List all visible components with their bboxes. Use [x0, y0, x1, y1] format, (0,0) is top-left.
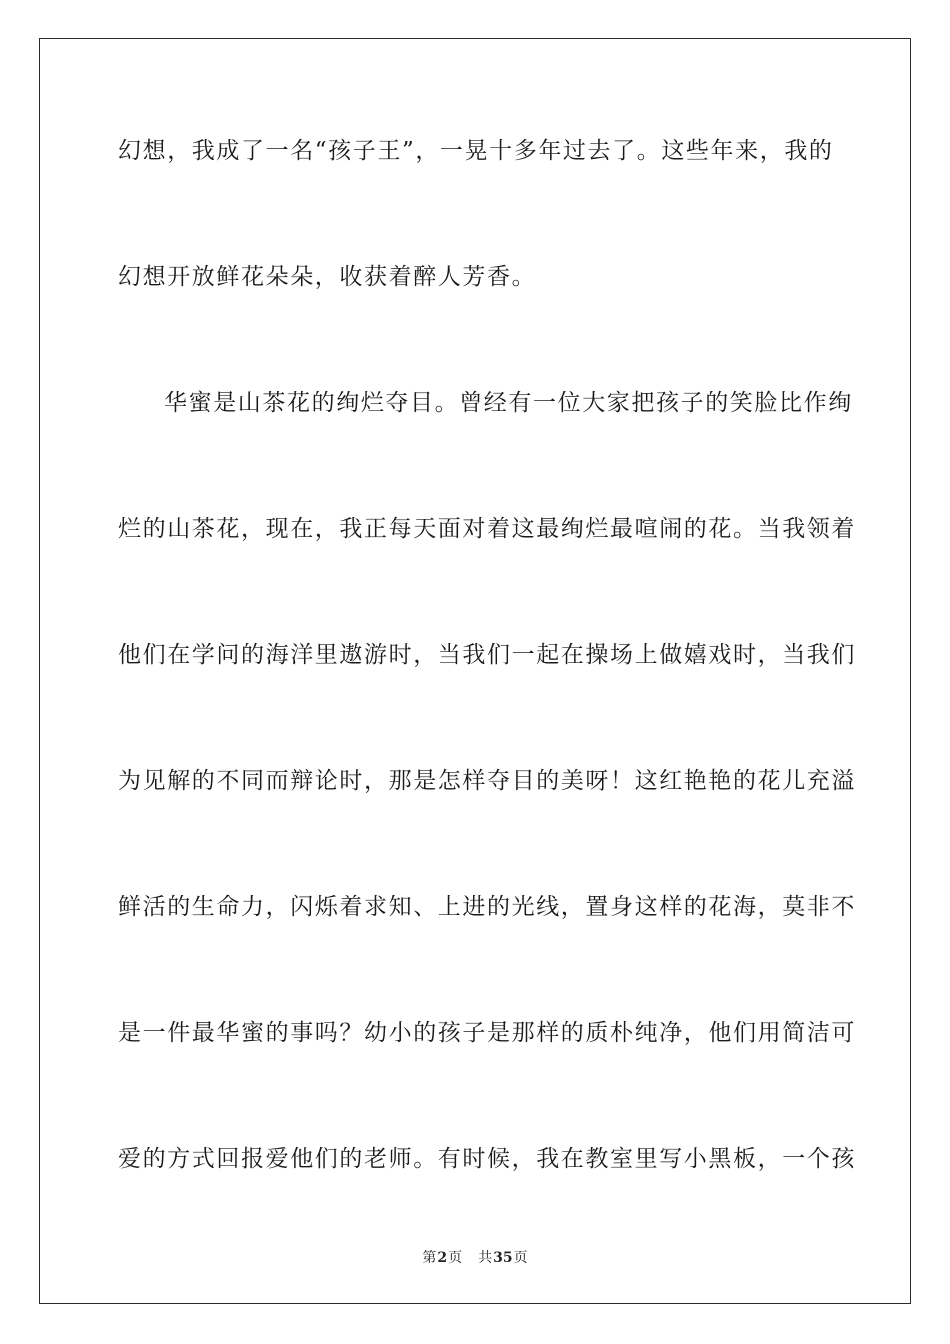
text-line: 烂的山茶花，现在，我正每天面对着这最绚烂最喧闹的花。当我领着 — [118, 516, 856, 542]
text-line: 幻想，我成了一名“孩子王”，一晃十多年过去了。这些年来，我的 — [118, 138, 834, 164]
text-line: 他们在学问的海洋里遨游时，当我们一起在操场上做嬉戏时，当我们 — [118, 642, 856, 668]
text-line: 幻想开放鲜花朵朵，收获着醉人芳香。 — [118, 264, 537, 290]
total-label-suffix: 页 — [513, 1250, 528, 1266]
document-body — [118, 128, 856, 1262]
text-line: 鲜活的生命力，闪烁着求知、上进的光线，置身这样的花海，莫非不 — [118, 894, 856, 920]
page-label-prefix: 第 — [422, 1250, 437, 1266]
total-label-prefix: 共 — [478, 1250, 493, 1266]
text-line: 是一件最华蜜的事吗？幼小的孩子是那样的质朴纯净，他们用简洁可 — [118, 1020, 856, 1046]
page-label-suffix: 页 — [448, 1250, 463, 1266]
text-line: 爱的方式回报爱他们的老师。有时候，我在教室里写小黑板，一个孩 — [118, 1146, 856, 1172]
paragraph-start-line: 华蜜是山茶花的绚烂夺目。曾经有一位大家把孩子的笑脸比作绚 — [164, 390, 853, 416]
total-page-count: 35 — [493, 1250, 513, 1266]
current-page-number: 2 — [437, 1250, 448, 1266]
text-line: 为见解的不同而辩论时，那是怎样夺目的美呀！这红艳艳的花儿充溢 — [118, 768, 856, 794]
page-footer — [0, 1248, 950, 1268]
